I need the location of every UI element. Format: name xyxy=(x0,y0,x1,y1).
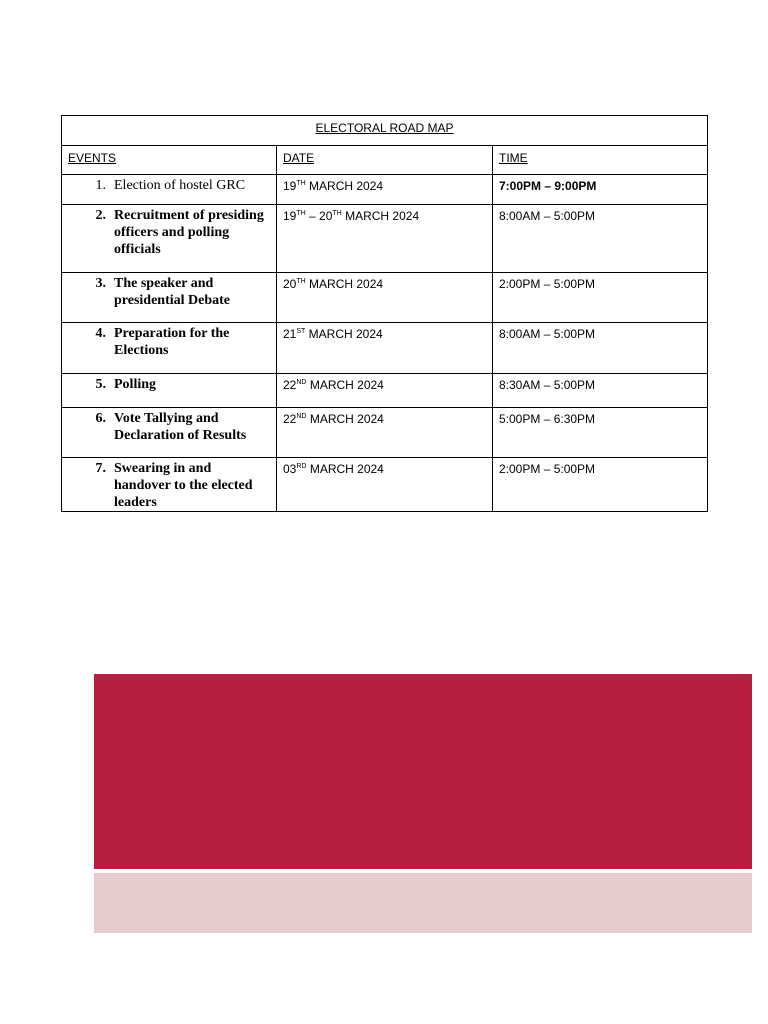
date-rest: MARCH 2024 xyxy=(306,462,384,476)
event-text: Recruitment of presiding officers and polling officials xyxy=(114,208,264,257)
table-row xyxy=(62,205,708,273)
time-cell: 2:00PM – 5:00PM xyxy=(493,273,708,323)
date-suffix: TH xyxy=(296,210,306,217)
event-number: 3. xyxy=(95,276,106,291)
event-number: 5. xyxy=(95,377,106,392)
date-day: 19 xyxy=(283,179,297,193)
date-rest: MARCH 2024 xyxy=(306,378,384,392)
event-number: 6. xyxy=(95,411,106,426)
date-day: 22 xyxy=(283,378,297,392)
header-time xyxy=(493,146,708,175)
event-cell xyxy=(62,374,277,408)
date-cell xyxy=(277,458,493,512)
date-day: 22 xyxy=(283,412,297,426)
table-row xyxy=(62,408,708,458)
header-events xyxy=(62,146,277,175)
time-cell: 8:00AM – 5:00PM xyxy=(493,323,708,374)
event-text: Swearing in and handover to the elected leaders xyxy=(114,461,253,510)
event-cell xyxy=(62,205,277,273)
date-day: 21 xyxy=(283,327,297,341)
date-cell xyxy=(277,273,493,323)
date-rest: MARCH 2024 xyxy=(305,179,384,193)
date-cell xyxy=(277,374,493,408)
date-rest: MARCH 2024 xyxy=(305,327,383,341)
table-row xyxy=(62,458,708,512)
event-text: The speaker and presidential Debate xyxy=(114,276,231,308)
date-suffix-2: TH xyxy=(332,210,342,217)
date-day: 19 xyxy=(283,209,297,223)
event-number: 1. xyxy=(95,178,106,193)
time-cell: 8:00AM – 5:00PM xyxy=(493,205,708,273)
date-suffix: ND xyxy=(296,379,307,386)
date-mid: – 20 xyxy=(305,209,333,223)
event-text: Polling xyxy=(114,377,157,392)
table-row xyxy=(62,273,708,323)
decorative-band-light xyxy=(94,873,752,933)
time-cell: 7:00PM – 9:00PM xyxy=(493,175,708,205)
time-cell: 2:00PM – 5:00PM xyxy=(493,458,708,512)
date-rest: MARCH 2024 xyxy=(305,277,384,291)
table-title-row xyxy=(62,116,708,146)
date-day: 20 xyxy=(283,277,297,291)
date-suffix: ST xyxy=(296,328,306,335)
event-text: Preparation for the Elections xyxy=(114,326,230,358)
date-cell xyxy=(277,323,493,374)
date-rest: MARCH 2024 xyxy=(341,209,420,223)
time-cell: 8:30AM – 5:00PM xyxy=(493,374,708,408)
date-suffix: RD xyxy=(296,463,307,470)
event-number: 4. xyxy=(95,326,106,341)
date-cell xyxy=(277,205,493,273)
header-date-label: DATE xyxy=(283,151,315,165)
date-day: 03 xyxy=(283,462,297,476)
table-row xyxy=(62,175,708,205)
event-number: 7. xyxy=(95,461,106,476)
header-events-label: EVENTS xyxy=(68,151,117,165)
event-cell xyxy=(62,458,277,512)
header-date xyxy=(277,146,493,175)
table-title: ELECTORAL ROAD MAP xyxy=(315,121,454,135)
table-title-cell xyxy=(62,116,708,146)
decorative-band-dark xyxy=(94,674,752,869)
event-cell xyxy=(62,408,277,458)
header-time-label: TIME xyxy=(499,151,528,165)
table-row xyxy=(62,323,708,374)
event-cell xyxy=(62,323,277,374)
electoral-road-map-table xyxy=(61,115,708,512)
event-text: Election of hostel GRC xyxy=(114,178,246,193)
date-suffix: TH xyxy=(296,180,306,187)
date-cell xyxy=(277,408,493,458)
time-cell: 5:00PM – 6:30PM xyxy=(493,408,708,458)
table-row xyxy=(62,374,708,408)
date-suffix: ND xyxy=(296,413,307,420)
date-cell xyxy=(277,175,493,205)
table-header-row xyxy=(62,146,708,175)
event-cell xyxy=(62,175,277,205)
date-rest: MARCH 2024 xyxy=(306,412,384,426)
event-number: 2. xyxy=(95,208,106,223)
date-suffix: TH xyxy=(296,278,306,285)
event-text: Vote Tallying and Declaration of Results xyxy=(114,411,247,443)
event-cell xyxy=(62,273,277,323)
